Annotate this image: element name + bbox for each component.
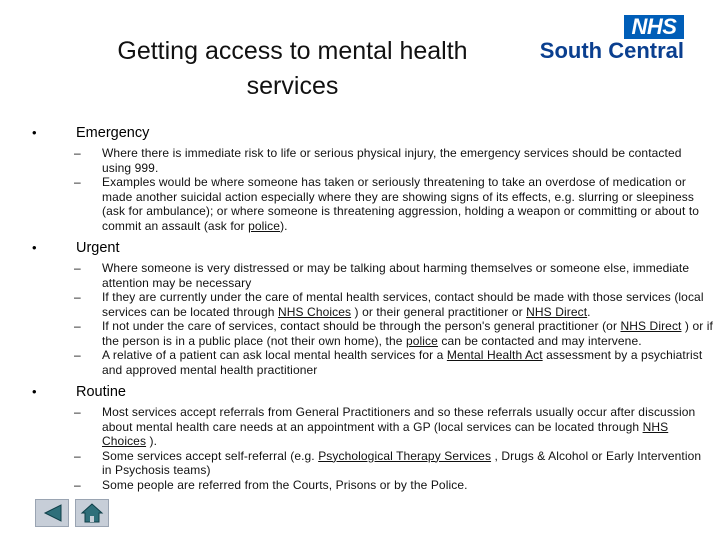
section-routine <box>28 383 714 492</box>
link-police[interactable]: police <box>405 333 438 348</box>
dash-icon: – <box>74 405 81 419</box>
list-item <box>74 319 714 348</box>
dash-icon: – <box>74 261 81 275</box>
sub-bullet-list <box>74 405 714 492</box>
list-item <box>74 290 714 319</box>
bullet-icon: • <box>32 384 37 399</box>
dash-icon: – <box>74 146 81 160</box>
link-nhs-direct[interactable]: NHS Direct <box>620 319 682 333</box>
slide-navigation <box>35 499 109 527</box>
section-label: Routine <box>76 384 126 400</box>
nhs-logo <box>538 15 684 65</box>
home-button[interactable] <box>75 499 109 527</box>
list-item <box>74 348 714 377</box>
list-item <box>74 478 714 493</box>
link-police[interactable]: police <box>248 218 281 233</box>
list-item <box>74 261 714 290</box>
sub-bullet-list <box>74 146 714 233</box>
home-icon <box>80 502 104 524</box>
link-nhs-direct[interactable]: NHS Direct <box>526 304 588 319</box>
slide-title: Getting access to mental health services <box>117 37 468 100</box>
back-button[interactable] <box>35 499 69 527</box>
list-item-text: If they are currently under the care of mental health services, contact should be made with those services (local services can be located through NHS Choices ) or their general practitioner or NHS Direct. <box>102 290 704 319</box>
section-heading <box>28 383 714 405</box>
section-heading <box>28 239 714 261</box>
list-item <box>74 146 714 175</box>
section-emergency <box>28 124 714 233</box>
dash-icon: – <box>74 319 81 333</box>
list-item-text: Examples would be where someone has taken or seriously threatening to take an overdose of medication or made another suicidal action especially where they are showing signs of its effects, e.g. slurring or sleepiness (ask for ambulance); or where someone is threatening aggression, holding a weapon or committing or about to commit an assault (ask for police). <box>102 175 700 233</box>
list-item <box>74 405 714 449</box>
link-mental-health-act[interactable]: Mental Health Act <box>446 348 543 362</box>
back-arrow-icon <box>41 503 63 523</box>
section-label: Urgent <box>76 240 120 256</box>
list-item-text: If not under the care of services, contact should be through the person's general practitioner (or NHS Direct ) or if the person is in a public place (not their own home), the police can be contacted and may intervene. <box>102 319 713 348</box>
bullet-icon: • <box>32 125 37 140</box>
list-item <box>74 449 714 478</box>
section-urgent <box>28 239 714 377</box>
bullet-icon: • <box>32 240 37 255</box>
list-item-text: Some people are referred from the Courts, Prisons or by the Police. <box>102 477 468 492</box>
dash-icon: – <box>74 348 81 362</box>
link-psychological-therapy-services[interactable]: Psychological Therapy Services <box>318 448 492 463</box>
list-item-text: Where there is immediate risk to life or serious physical injury, the emergency services should be contacted using 999. <box>102 146 682 175</box>
nhs-wordmark: NHS <box>624 15 684 39</box>
dash-icon: – <box>74 477 81 492</box>
list-item-text: A relative of a patient can ask local mental health services for a Mental Health Act assessment by a psychiatrist and approved mental health practitioner <box>102 348 703 377</box>
list-item-text: Where someone is very distressed or may be talking about harming themselves or someone else, immediate attention may be necessary <box>102 261 690 290</box>
link-nhs-choices[interactable]: NHS Choices <box>277 304 352 319</box>
list-item-text: Most services accept referrals from General Practitioners and so these referrals usually occur after discussion about mental health care needs at an appointment with a GP (local services can be located through NHS Choices ). <box>102 405 696 448</box>
list-item-text: Some services accept self-referral (e.g. Psychological Therapy Services , Drugs & Alcohol or Early Intervention in Psychosis teams) <box>102 448 702 477</box>
link-nhs-choices[interactable]: NHS Choices <box>102 419 669 448</box>
nhs-region-name: South Central <box>539 38 684 63</box>
section-label: Emergency <box>76 125 150 141</box>
sub-bullet-list <box>74 261 714 377</box>
bullet-list <box>28 124 714 498</box>
list-item <box>74 175 714 233</box>
dash-icon: – <box>74 448 81 463</box>
section-heading <box>28 124 714 146</box>
dash-icon: – <box>74 290 81 304</box>
dash-icon: – <box>74 175 81 189</box>
